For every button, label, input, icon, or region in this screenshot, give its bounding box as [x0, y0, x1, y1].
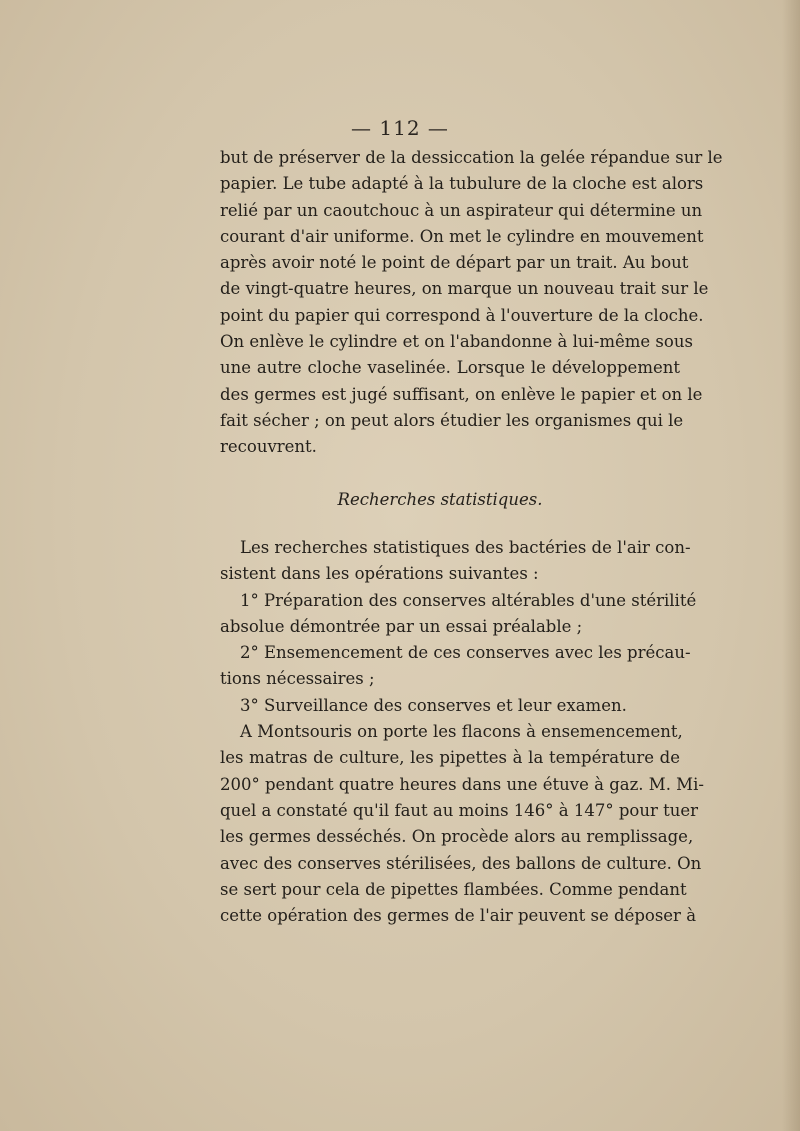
text-line: 200° pendant quatre heures dans une étuve à gaz. M. Mi- — [220, 774, 704, 794]
text-line: tions nécessaires ; — [220, 669, 375, 689]
page-number: — 112 — — [351, 116, 449, 140]
text-line: des germes est jugé suffisant, on enlève le papier et on le — [220, 384, 703, 404]
list-item-3: 3° Surveillance des conserves et leur examen. — [240, 695, 627, 715]
text-line: quel a constaté qu'il faut au moins 146° à 147° pour tuer — [220, 800, 699, 820]
paragraph-continuation — [220, 145, 723, 461]
text-line: A Montsouris on porte les flacons à ensemencement, — [240, 722, 683, 742]
text-line: une autre cloche vaselinée. Lorsque le développement — [220, 358, 680, 378]
list-item-1: 1° Préparation des conserves altérables d'une stérilité — [240, 590, 697, 610]
text-line: absolue démontrée par un essai préalable ; — [220, 616, 583, 636]
text-line: relié par un caoutchouc à un aspirateur qui détermine un — [220, 200, 703, 220]
text-line: les germes desséchés. On procède alors au remplissage, — [220, 827, 694, 847]
text-line: fait sécher ; on peut alors étudier les organismes qui le — [220, 410, 684, 430]
list-item-2: 2° Ensemencement de ces conserves avec les précau- — [240, 643, 691, 663]
paragraph-statistics — [220, 535, 704, 929]
text-line: de vingt-quatre heures, on marque un nouveau trait sur le — [220, 279, 709, 299]
text-line: courant d'air uniforme. On met le cylindre en mouvement — [220, 226, 704, 246]
text-line: sistent dans les opérations suivantes : — [220, 564, 539, 584]
text-line: les matras de culture, les pipettes à la température de — [220, 748, 680, 768]
text-line: se sert pour cela de pipettes flambées. Comme pendant — [220, 879, 687, 899]
page-edge-shadow — [782, 0, 800, 1131]
text-line: avec des conserves stérilisées, des ballons de culture. On — [220, 853, 702, 873]
text-line: recouvrent. — [220, 437, 317, 457]
text-line: Les recherches statistiques des bactéries de l'air con- — [240, 538, 691, 557]
text-line: point du papier qui correspond à l'ouverture de la cloche. — [220, 305, 704, 325]
text-line: but de préserver de la dessiccation la gelée répandue sur le — [220, 148, 723, 167]
text-line: On enlève le cylindre et on l'abandonne à lui-même sous — [220, 332, 693, 352]
text-line: cette opération des germes de l'air peuvent se déposer à — [220, 906, 697, 926]
section-heading: Recherches statistiques. — [337, 490, 543, 509]
text-line: papier. Le tube adapté à la tubulure de la cloche est alors — [220, 174, 704, 194]
text-line: après avoir noté le point de départ par un trait. Au bout — [220, 253, 689, 273]
